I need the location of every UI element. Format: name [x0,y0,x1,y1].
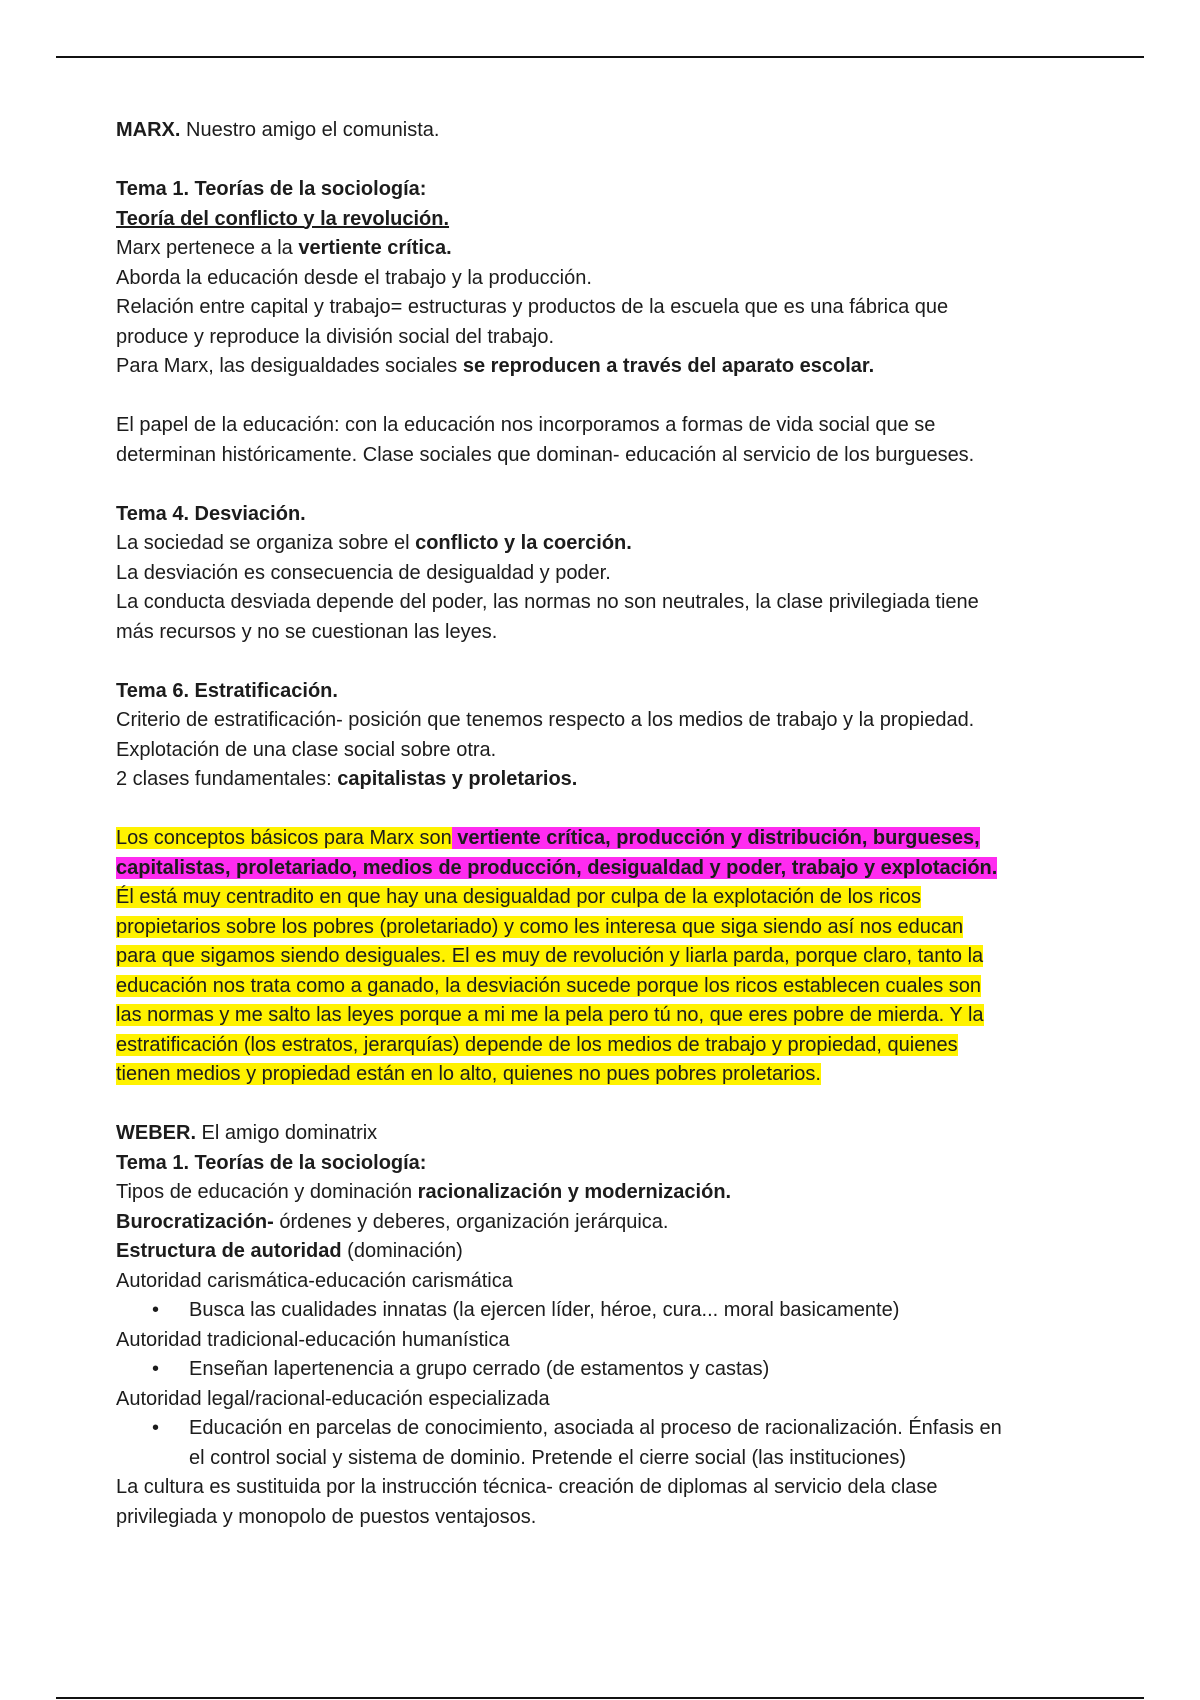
weber-title [116,1119,1096,1149]
magenta-highlight: capitalistas, proletariado, medios de producción, desigualdad y poder, trabajo y explotación. [116,856,998,879]
highlighted-line [116,883,1096,913]
bold-span: Estructura de autoridad [116,1240,342,1262]
yellow-highlight: Los conceptos básicos para Marx son [116,827,452,849]
text-line [116,1208,1096,1238]
highlighted-line [116,1031,1096,1061]
text-span: Para Marx, las desigualdades sociales [116,355,463,377]
text-line: más recursos y no se cuestionan las leyes. [116,620,498,643]
yellow-highlight: educación nos trata como a ganado, la desviación sucede porque los ricos establecen cuales son [116,974,981,997]
marx-tema1-heading: Tema 1. Teorías de la sociología: [116,178,427,200]
bold-span: capitalistas y proletarios. [337,768,578,790]
text-line: Autoridad carismática-educación carismática [116,1269,513,1292]
highlighted-line [116,1060,1096,1090]
text-line: Explotación de una clase social sobre otra. [116,738,497,761]
text-line [116,1178,1096,1208]
text-line: La desviación es consecuencia de desigualdad y poder. [116,561,611,584]
marx-tema1-subheading [116,205,1096,235]
spacer [116,1090,1096,1120]
text-span: Tipos de educación y dominación [116,1181,418,1203]
bold-span: se reproducen a través del aparato escolar. [462,355,875,377]
text-line [116,352,1096,382]
bold-span: conflicto y la coerción. [415,532,632,554]
text-line [116,529,1096,559]
weber-name: WEBER. [116,1122,196,1144]
weber-subtitle: El amigo dominatrix [196,1122,378,1144]
text-line: Relación entre capital y trabajo= estructuras y productos de la escuela que es una fábrica que [116,296,949,318]
marx-tema4-heading: Tema 4. Desviación. [116,502,306,525]
text-span: Marx pertenece a la [116,237,299,259]
list-item [116,1355,1096,1385]
document-page [116,116,1096,1532]
highlighted-line [116,913,1096,943]
highlighted-line [116,972,1096,1002]
bullet-icon: • [152,1358,160,1380]
text-line: El papel de la educación: con la educación nos incorporamos a formas de vida social que se [116,414,936,436]
marx-subtitle: Nuestro amigo el comunista. [180,119,440,141]
highlighted-line [116,942,1096,972]
bullet-icon: • [152,1299,160,1321]
list-item-text: Enseñan lapertenencia a grupo cerrado (de estamentos y castas) [189,1358,770,1380]
list-item-text: el control social y sistema de dominio. Pretende el cierre social (las instituciones) [189,1446,906,1469]
text-line: determinan históricamente. Clase sociales que dominan- educación al servicio de los burgueses. [116,443,975,466]
bold-span: racionalización y modernización. [417,1181,732,1203]
marx-title [116,116,1096,146]
spacer [116,795,1096,825]
text-line [116,1237,1096,1267]
list-item-text: Busca las cualidades innatas (la ejercen líder, héroe, cura... moral basicamente) [189,1299,900,1321]
spacer [116,470,1096,500]
text-line: La conducta desviada depende del poder, las normas no son neutrales, la clase privilegiada tiene [116,591,979,613]
text-line [116,765,1096,795]
text-span: La sociedad se organiza sobre el [116,532,416,554]
spacer [116,647,1096,677]
highlighted-line [116,854,1096,884]
text-line: Aborda la educación desde el trabajo y la producción. [116,266,592,289]
text-line: Criterio de estratificación- posición que tenemos respecto a los medios de trabajo y la propiedad. [116,709,975,731]
yellow-highlight: tienen medios y propiedad están en lo alto, quienes no pues pobres proletarios. [116,1063,821,1085]
list-item-continuation [116,1444,1096,1474]
yellow-highlight: estratificación (los estratos, jerarquías) depende de los medios de trabajo y propiedad, quienes [116,1033,958,1056]
highlighted-line [116,824,1096,854]
yellow-highlight: propietarios sobre los pobres (proletariado) y como les interesa que siga siendo así nos educan [116,915,964,938]
text-line: produce y reproduce la división social del trabajo. [116,325,555,348]
text-line: Autoridad tradicional-educación humanística [116,1328,510,1351]
spacer [116,146,1096,176]
spacer [116,382,1096,412]
list-item [116,1414,1096,1444]
text-span: 2 clases fundamentales: [116,768,338,790]
yellow-highlight: Él está muy centradito en que hay una desigualdad por culpa de la explotación de los ricos [116,886,921,908]
text-line [116,234,1096,264]
list-item-text: Educación en parcelas de conocimiento, asociada al proceso de racionalización. Énfasis en [189,1417,1002,1439]
bullet-icon: • [152,1417,160,1439]
text-span: órdenes y deberes, organización jerárquica. [273,1210,669,1233]
text-line: Autoridad legal/racional-educación especializada [116,1387,550,1410]
marx-tema6-heading: Tema 6. Estratificación. [116,679,338,702]
marx-name: MARX. [116,119,181,141]
text-span: (dominación) [341,1240,463,1262]
magenta-highlight: vertiente crítica, producción y distribución, burgueses, [451,827,980,849]
bottom-rule [56,1697,1144,1699]
text-line: La cultura es sustituida por la instrucción técnica- creación de diplomas al servicio dela clase [116,1476,938,1498]
marx-tema1-subheading-text: Teoría del conflicto y la revolución. [116,207,450,230]
list-item [116,1296,1096,1326]
text-line: privilegiada y monopolo de puestos ventajosos. [116,1505,537,1528]
weber-tema1-heading: Tema 1. Teorías de la sociología: [116,1151,427,1174]
highlighted-line [116,1001,1096,1031]
yellow-highlight: las normas y me salto las leyes porque a mi me la pela pero tú no, que eres pobre de mierda. Y la [116,1004,984,1026]
top-rule [56,56,1144,58]
bold-span: Burocratización- [116,1210,274,1233]
yellow-highlight: para que sigamos siendo desiguales. El es muy de revolución y liarla parda, porque claro, tanto la [116,945,984,967]
bold-span: vertiente crítica. [298,237,452,259]
